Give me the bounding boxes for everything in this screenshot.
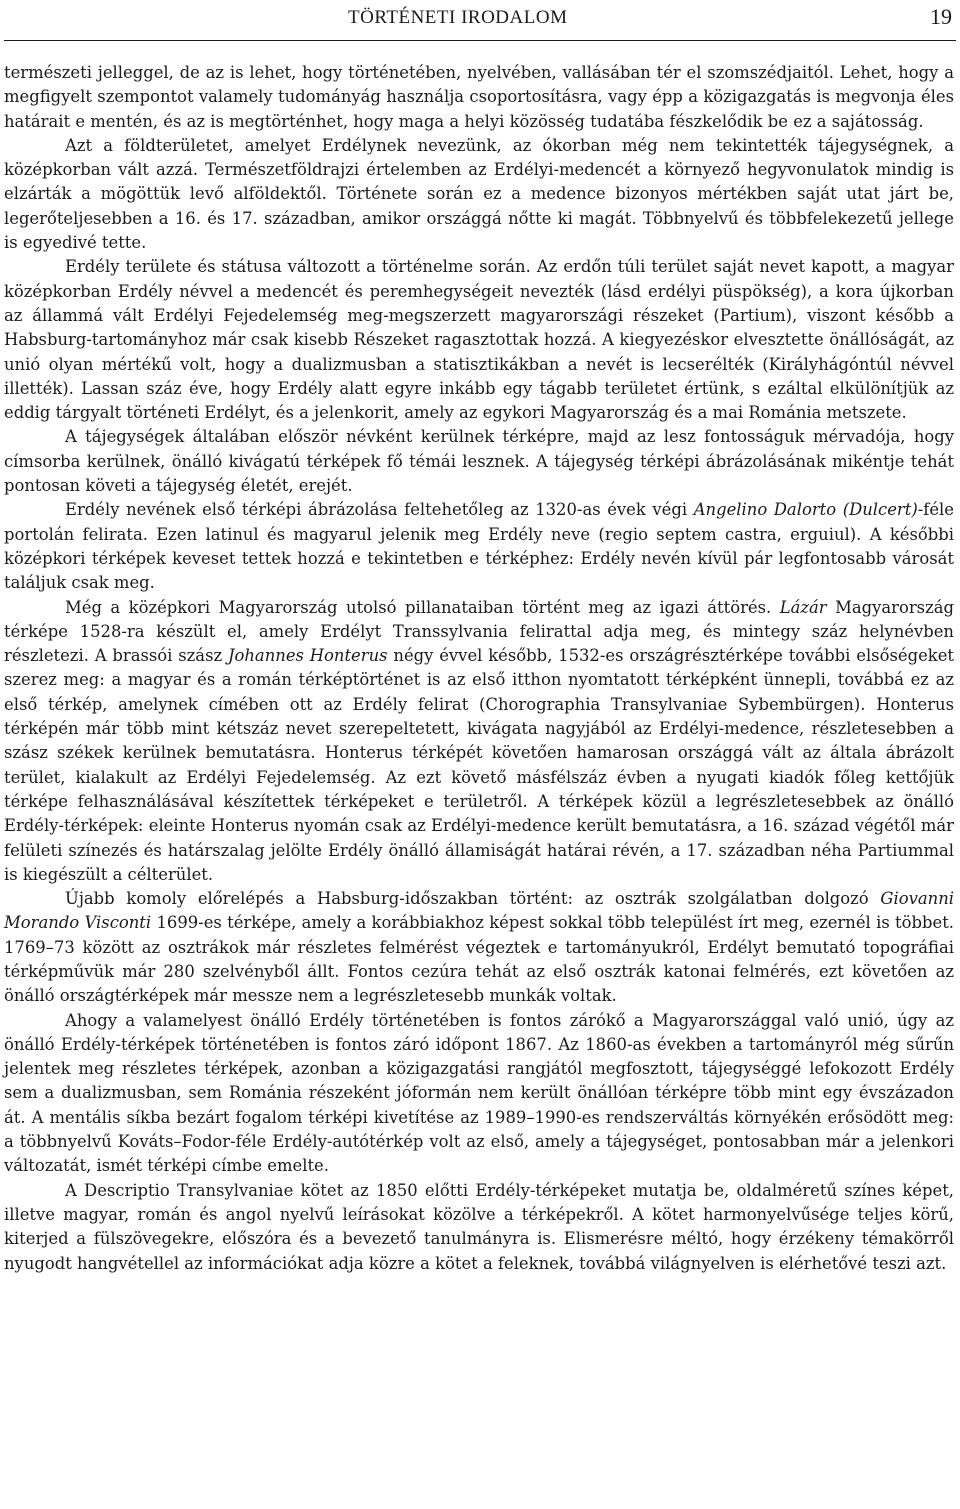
italic-name: Giovanni Morando Visconti [4,889,954,933]
text-run: 1699-es térképe, amely a korábbiakhoz képest sokkal több települést írt meg, ezernél is többet. 1769–73 között az osztrákok már részletes felmérést végeztek e tartományukról, Erdélyt bemutató topográfiai térképművük már 280 szelvényből állt. Fontos cezúra tehát az első osztrák katonai felmérés, ezt követően az önálló országtérképek már messze nem a legrészletesebb munkák voltak. [4,913,954,1006]
text-run: -féle portolán felirata. Ezen latinul és magyarul jelenik meg Erdély neve (regio septem castra, erguiul). A későbbi középkori térképek keveset tettek hozzá e tekintetben e térképhez: Erdély nevén kívül pár legfontosabb városát találjuk csak meg. [4,500,954,593]
text-run: négy évvel később, 1532-es országrésztérképe további elsőségeket szerez meg: a magyar és a román térképtörténet is az első itthon nyomtatott térképként ünnepli, továbbá ez az első térkép, amelynek címében ott az Erdély felirat (Chorographia Transylvaniae Sybembürgen). Honterus térképén már több mint kétszáz nevet szerepeltetett, kivágata nagyjából az Erdélyi-medence, részletesebben a szász székek kerülnek bemutatásra. Honterus térképét követően hamarosan országgá vált az általa ábrázolt terület, kialakult az Erdélyi Fejedelemség. Az ezt követő másfélszáz évben a nyugati kiadók főleg kettőjük térképe felhasználásával készítettek térképeket e területről. A térképek közül a legrészletesebbek az önálló Erdély-térképek: eleinte Honterus nyomán csak az Erdélyi-medence került bemutatásra, a 16. század végétől már felületi színezés és határszalag jelölte Erdély önálló államiságát határai révén, a 17. században néha Partiummal is kiegészült a célterület. [4,646,954,884]
paragraph [4,425,954,498]
text-run: Újabb komoly előrelépés a Habsburg-időszakban történt: az osztrák szolgálatban dolgozó [65,889,881,909]
paragraph [4,887,954,1008]
text-run: természeti jelleggel, de az is lehet, hogy történetében, nyelvében, vallásában tér el szomszédjaitól. Lehet, hogy a megfigyelt szempontot valamely tudományág használja csoportosításra, vagy épp a közigazgatás is megvonja éles határait e mentén, és az is megtörténhet, hogy maga a helyi közösség tudatába fészkelődik be ez a sajátosság. [4,63,954,131]
paragraph [4,1009,954,1179]
italic-name: Angelino Dalorto (Dulcert) [693,500,918,520]
text-run: Ahogy a valamelyest önálló Erdély történetében is fontos zárókő a Magyarországgal való unió, úgy az önálló Erdély-térképek történetében is fontos záró időpont 1867. Az 1860-as években a tartományról még sűrűn jelentek meg részletes térképek, azonban a közigazgatási rangjától megfosztott, tájegységgé lefokozott Erdély sem a dualizmusban, sem Románia részeként jóformán nem került önállóan térképre több mint egy évszázadon át. A mentális síkba bezárt fogalom térképi kivetítése az 1989–1990-es rendszerváltás környékén erősödött meg: a többnyelvű Kováts–Fodor-féle Erdély-autótérkép volt az első, amely a tájegységet, pontosabban már a jelenkori változatát, ismét térképi címbe emelte. [4,1010,954,1176]
text-run: A tájegységek általában először névként kerülnek térképre, majd az lesz fontosságuk mérvadója, hogy címsorba kerülnek, önálló kivágatú térképek fő témái lesznek. A tájegység térképi ábrázolásának mikéntje tehát pontosan követi a tájegység életét, erejét. [4,427,954,496]
text-run: Még a középkori Magyarország utolsó pillanataiban történt meg az igazi áttörés. [65,597,780,617]
paragraph [4,596,954,888]
page-number: 19 [930,4,952,29]
running-header [0,0,960,52]
paragraph [4,1179,954,1276]
italic-name: Johannes Honterus [227,646,388,666]
text-run: Erdély nevének első térképi ábrázolása feltehetőleg az 1320-as évek végi [65,500,694,520]
paragraph [4,61,954,134]
text-run: Erdély területe és státusa változott a történelme során. Az erdőn túli terület saját nevet kapott, a magyar középkorban Erdély névvel a medencét és peremhegységeit nevezték (lásd erdélyi püspökség), a kora újkorban az állammá vált Erdélyi Fejedelemség meg-megszerzett magyarországi részeket (Partium), viszont később a Habsburg-tartományhoz már csak kisebb Részeket ragasztottak hozzá. A kiegyezéskor elvesztette önállóságát, az unió olyan mértékű volt, hogy a dualizmusban a statisztikákban a nevét is lecserélték (Királyhágóntúl névvel illették). Lassan száz éve, hogy Erdély alatt egyre inkább egy tágabb területet értünk, s ezáltal elkülönítjük az eddig tárgyalt történeti Erdélyt, és a jelenkorit, amely az egykori Magyarország és a mai Románia metszete. [4,257,954,423]
paragraph [4,134,954,255]
text-run: Azt a földterületet, amelyet Erdélynek nevezünk, az ókorban még nem tekintették tájegységnek, a középkorban vált azzá. Természetföldrajzi értelemben az Erdélyi-medencét a környező hegyvonulatok mindig is elzárták a mögöttük levő alföldektől. Története során ez a medence bizonyos mértékben saját utat járt be, legerőteljesebben a 16. és 17. században, amikor országgá nőtte ki magát. Többnyelvű és többfelekezetű jellege is egyedivé tette. [4,135,954,253]
paragraph [4,255,954,425]
header-rule [4,40,956,41]
running-title: TÖRTÉNETI IRODALOM [348,7,568,28]
paragraph [4,498,954,595]
text-run: Magyarország térképe 1528-ra készült el, amely Erdélyt Transsylvania felirattal adja meg, és mintegy száz helynévben részletezi. A brassói szász [4,597,954,666]
text-run: A Descriptio Transylvaniae kötet az 1850 előtti Erdély-térképeket mutatja be, oldalméretű színes képet, illetve magyar, román és angol nyelvű leírásokat közölve a térképekről. A kötet harmonyelvűsége teljes körű, kiterjed a fülszövegekre, előszóra és a bevezető tanulmányra is. Elismerésre méltó, hogy érzékeny témakörről nyugodt hangvétellel az információkat adja közre a kötet a feleknek, továbbá világnyelven is elérhetővé teszi azt. [4,1180,954,1273]
italic-name: Lázár [779,597,827,617]
article-body [4,61,954,1276]
